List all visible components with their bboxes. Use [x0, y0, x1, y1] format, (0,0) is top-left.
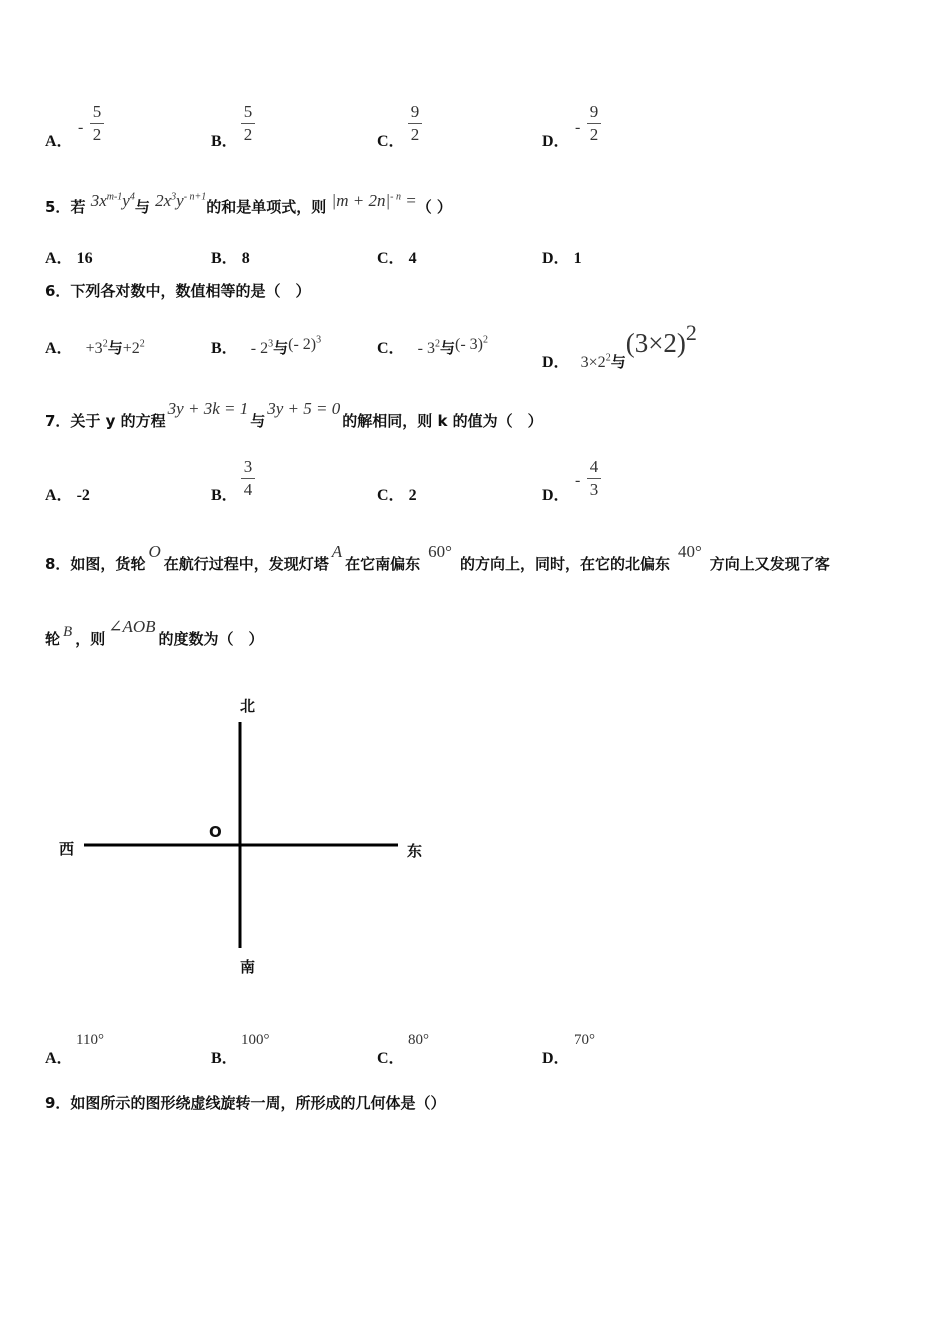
option-label: D．: [542, 250, 570, 267]
angle-aob: ∠AOB: [108, 617, 156, 636]
option-label: A．: [45, 340, 73, 357]
angle-60: 60°: [428, 542, 452, 561]
option-label: D．: [542, 133, 570, 150]
numerator: 5: [243, 102, 253, 121]
equation-1: 3y + 3k = 1: [167, 399, 249, 418]
q9-stem: 9．如图所示的图形绕虚线旋转一周，所形成的几何体是（）: [45, 1094, 446, 1112]
symbol-a: A: [331, 542, 343, 561]
right-value: (- 3): [455, 336, 483, 353]
east-label: 东: [407, 842, 423, 860]
option-label: D．: [542, 354, 570, 371]
denominator: 2: [410, 125, 420, 144]
stem-text: 7．关于 y 的方程: [45, 412, 166, 430]
option-label: A．: [45, 1050, 73, 1067]
option-label: A．: [45, 487, 73, 504]
option-value: 1: [573, 250, 582, 267]
numerator: 5: [92, 102, 102, 121]
denominator: 2: [92, 125, 102, 144]
answer-bracket: （ ）: [416, 198, 452, 216]
option-label: C．: [377, 1050, 405, 1067]
stem-text: 的解相同，则 k 的值为（ ）: [342, 412, 543, 430]
term-1: 3x: [90, 191, 107, 210]
question-number: 5．: [45, 198, 71, 216]
exp: 2: [685, 320, 697, 345]
conj: 与: [610, 353, 626, 371]
option-sign: -: [575, 119, 581, 136]
equation-2: 3y + 5 = 0: [267, 399, 341, 418]
term-2: 2x: [155, 191, 172, 210]
symbol-o: O: [148, 542, 161, 561]
right-value: (- 2): [288, 336, 317, 353]
exp: 3: [268, 338, 274, 350]
option-value: 110°: [76, 1032, 104, 1048]
exp: - n: [390, 191, 401, 203]
numerator: 9: [410, 102, 420, 121]
left-value: +3: [85, 340, 103, 357]
option-label: B．: [211, 340, 238, 357]
right-value: +2: [122, 340, 140, 357]
exp: - n+1: [183, 191, 207, 203]
stem-text: 轮: [45, 630, 61, 648]
conj: 与: [439, 339, 455, 357]
exp: 2: [102, 338, 108, 350]
option-value: 4: [408, 250, 417, 267]
left-value: - 2: [250, 340, 269, 357]
stem-text: 的度数为（ ）: [158, 630, 264, 648]
numerator: 3: [243, 457, 253, 476]
denominator: 3: [589, 480, 599, 499]
stem-text: 与: [250, 412, 266, 430]
angle-40: 40°: [677, 542, 702, 561]
term-1-y: y: [122, 191, 130, 210]
stem-text: 若: [70, 198, 86, 216]
left-value: 3×2: [580, 354, 606, 371]
stem-text: 方向上又发现了客: [709, 555, 830, 573]
origin-label: O: [209, 823, 222, 841]
term-2-y: y: [176, 191, 184, 210]
denominator: 2: [589, 125, 599, 144]
stem-text: 与: [134, 198, 150, 216]
option-value: -2: [76, 487, 90, 504]
option-label: C．: [377, 133, 405, 150]
south-label: 南: [240, 958, 256, 976]
stem-text: 在它南偏东: [345, 555, 421, 573]
option-label: C．: [377, 487, 405, 504]
option-label: A．: [45, 133, 73, 150]
option-label: A．: [45, 250, 73, 267]
numerator: 4: [589, 457, 599, 476]
left-value: - 3: [417, 340, 435, 357]
option-label: B．: [211, 487, 238, 504]
option-label: B．: [211, 250, 238, 267]
option-value: 16: [76, 250, 93, 267]
option-value: 100°: [241, 1032, 270, 1048]
stem-text: ，则: [75, 630, 106, 648]
option-label: D．: [542, 1050, 570, 1067]
denominator: 2: [243, 125, 253, 144]
stem-text: 在航行过程中，发现灯塔: [163, 555, 329, 573]
option-label: C．: [377, 250, 405, 267]
exp: 2: [434, 338, 440, 350]
option-sign: -: [575, 472, 581, 489]
abs-expr: |m + 2n|: [331, 191, 391, 210]
exp: 2: [605, 352, 611, 364]
north-label: 北: [240, 697, 256, 715]
option-value: 8: [241, 250, 250, 267]
conj: 与: [273, 339, 289, 357]
west-label: 西: [59, 840, 75, 858]
exp: 4: [129, 191, 135, 203]
option-value: 80°: [408, 1032, 429, 1048]
exp: 2: [482, 334, 488, 346]
option-label: C．: [377, 340, 405, 357]
stem-text: 8．如图，货轮: [45, 555, 146, 573]
equals: =: [405, 191, 417, 210]
q6-stem: 6．下列各对数中，数值相等的是（ ）: [45, 282, 311, 300]
option-label: B．: [211, 133, 238, 150]
option-label: D．: [542, 487, 570, 504]
right-value: (3×2): [625, 328, 686, 358]
stem-text: 的方向上，同时，在它的北偏东: [459, 555, 670, 573]
exp: m-1: [106, 191, 123, 203]
exp: 2: [139, 338, 145, 350]
option-value: 2: [408, 487, 417, 504]
option-sign: -: [78, 119, 84, 136]
option-label: B．: [211, 1050, 238, 1067]
numerator: 9: [589, 102, 599, 121]
option-value: 70°: [574, 1032, 595, 1048]
exp: 3: [171, 191, 177, 203]
conj: 与: [107, 339, 123, 357]
exp: 3: [316, 334, 322, 346]
denominator: 4: [243, 480, 253, 499]
stem-text: 的和是单项式，则: [206, 198, 327, 216]
symbol-b: B: [63, 624, 73, 640]
